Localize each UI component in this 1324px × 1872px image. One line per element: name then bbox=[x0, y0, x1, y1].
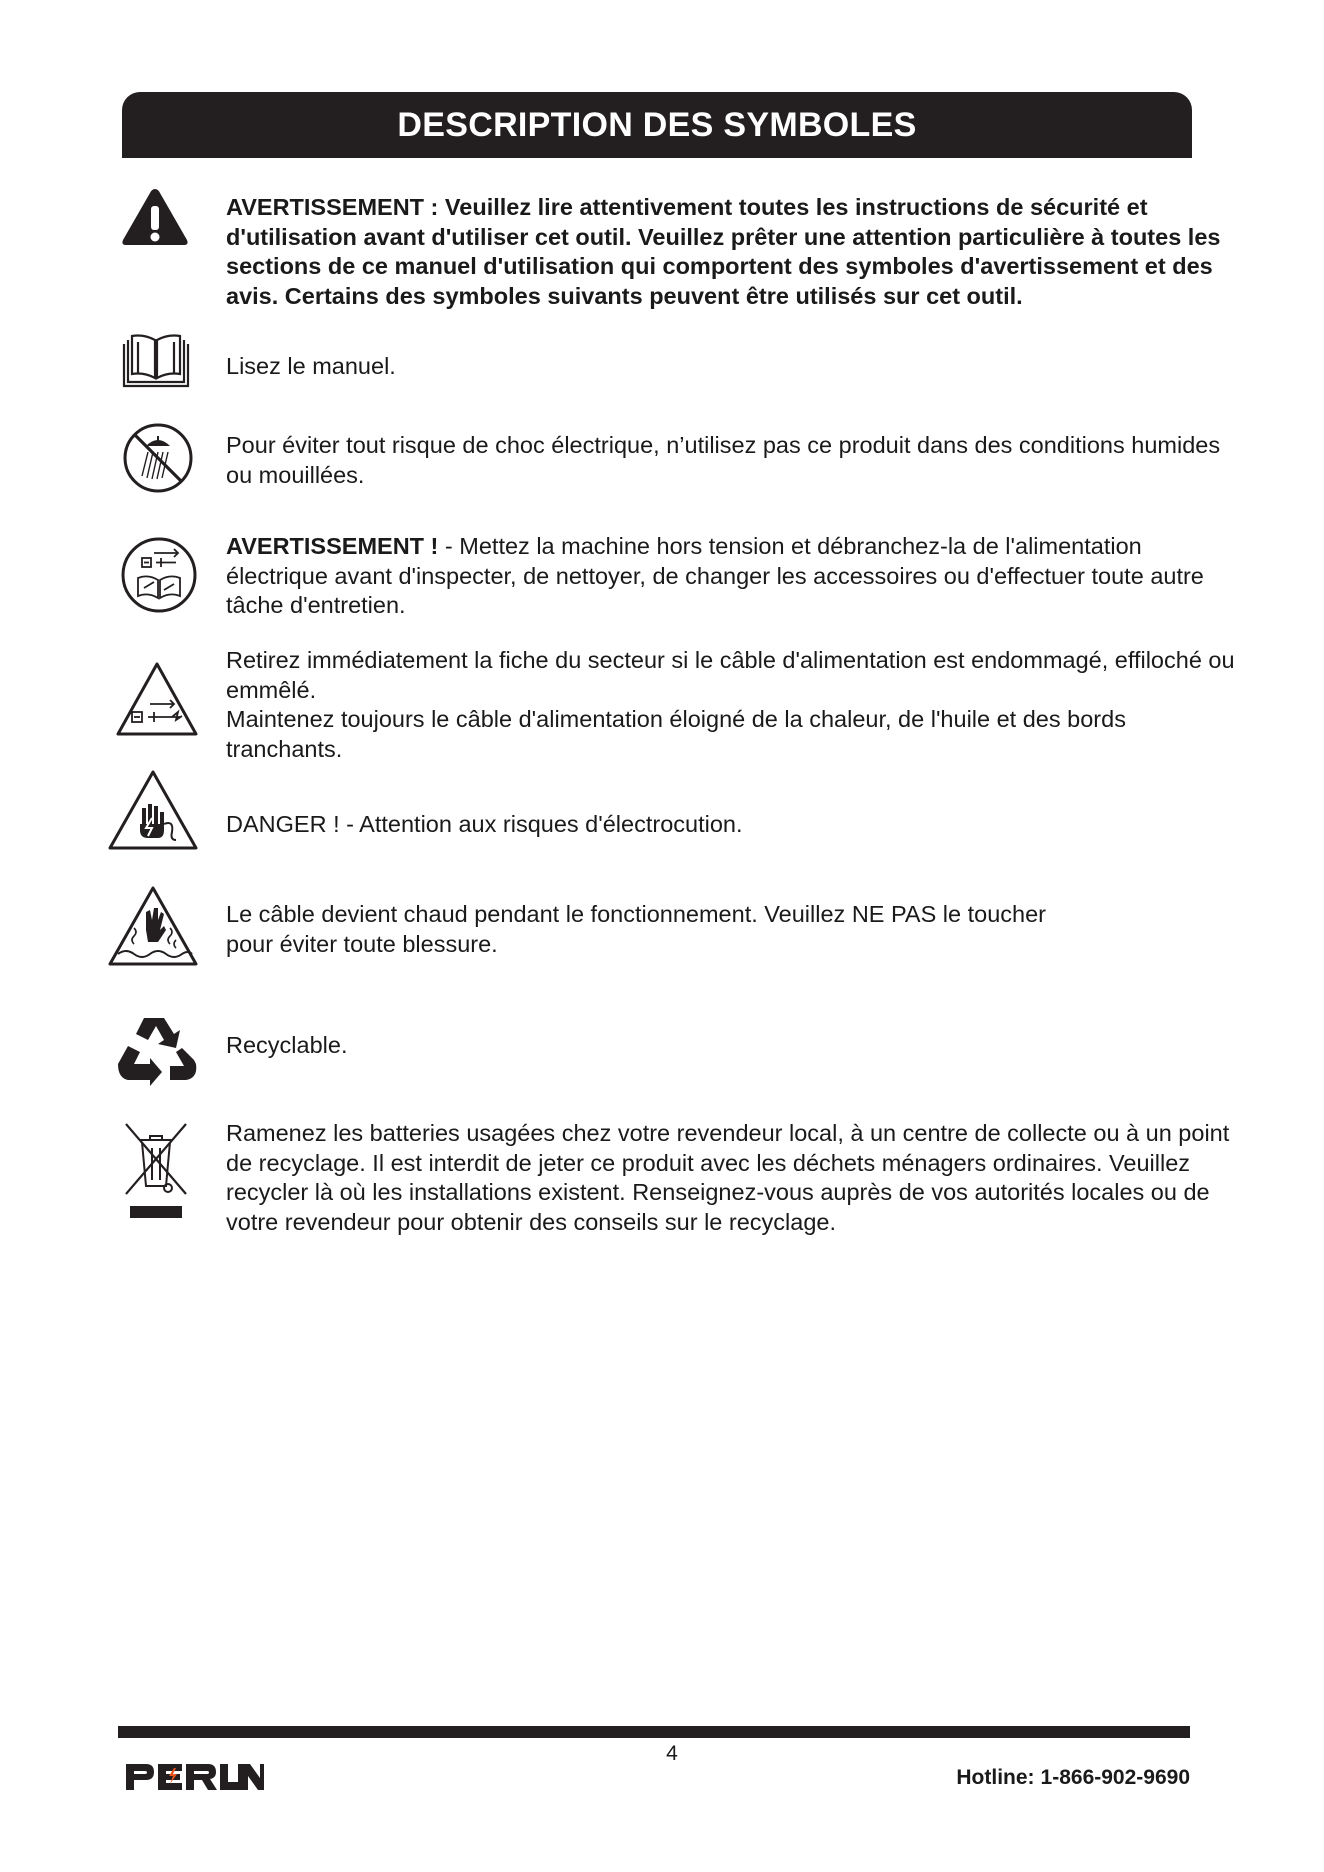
section-header bbox=[122, 92, 1192, 158]
symbol-description: Recyclable. bbox=[226, 1032, 348, 1058]
warning-triangle-icon bbox=[120, 186, 190, 248]
recycle-icon bbox=[114, 1012, 200, 1090]
cable-instruction-2: Maintenez toujours le câble d'alimentation éloigné de la chaleur, de l'huile et des bords tranchants. bbox=[226, 706, 1126, 762]
hot-cable-line-1: Le câble devient chaud pendant le fonctionnement. Veuillez NE PAS le toucher bbox=[226, 901, 1046, 927]
electrocution-hazard-icon bbox=[106, 768, 200, 852]
hot-cable-line-2: pour éviter toute blessure. bbox=[226, 930, 498, 957]
page-number: 4 bbox=[666, 1742, 678, 1765]
disconnect-before-maintenance-icon bbox=[120, 536, 198, 614]
hotline-label: Hotline: bbox=[956, 1766, 1035, 1789]
symbol-description: DANGER ! - Attention aux risques d'électrocution. bbox=[226, 811, 743, 837]
symbol-description: Pour éviter tout risque de choc électrique, n’utilisez pas ce produit dans des conditions humides ou mouillées. bbox=[226, 432, 1221, 488]
footer-rule bbox=[118, 1726, 1190, 1738]
hot-surface-icon bbox=[106, 884, 200, 968]
symbol-description bbox=[226, 532, 1236, 621]
brand-logo bbox=[124, 1762, 264, 1797]
symbol-description: AVERTISSEMENT : Veuillez lire attentivement toutes les instructions de sécurité et d'utilisation avant d'utiliser cet outil. Veuillez prêter une attention particulière à toutes les sections de ce manuel d'utilisation qui comportent des symboles d'avertissement et des avis. Certains des symboles suivants peuvent être utilisés sur cet outil. bbox=[226, 194, 1221, 309]
symbol-description: Lisez le manuel. bbox=[226, 353, 396, 379]
page-title: DESCRIPTION DES SYMBOLES bbox=[397, 105, 917, 144]
hotline-number[interactable]: 1-866-902-9690 bbox=[1040, 1766, 1190, 1789]
hotline bbox=[956, 1766, 1190, 1790]
warning-body: - Mettez la machine hors tension et débranchez-la de l'alimentation électrique avant d'inspecter, de nettoyer, de changer les accessoires ou d'effectuer toute autre tâche d'entretien. bbox=[226, 533, 1204, 618]
symbol-description bbox=[226, 900, 1236, 959]
weee-crossed-bin-icon bbox=[124, 1120, 188, 1222]
symbol-description: Ramenez les batteries usagées chez votre revendeur local, à un centre de collecte ou à un point de recyclage. Il est interdit de jeter ce produit avec les déchets ménagers ordinaires. Veuillez recycler là où les installations existent. Renseignez-vous auprès de vos autorités locales ou de votre revendeur pour obtenir des conseils sur le recyclage. bbox=[226, 1120, 1230, 1235]
cable-instruction-1: Retirez immédiatement la fiche du secteur si le câble d'alimentation est endommagé, effiloché ou emmêlé. bbox=[226, 647, 1235, 703]
symbol-description bbox=[226, 646, 1236, 764]
unplug-damaged-cable-icon bbox=[114, 660, 200, 740]
read-manual-icon bbox=[122, 332, 190, 388]
no-wet-conditions-icon bbox=[122, 422, 194, 494]
warning-lead: AVERTISSEMENT ! bbox=[226, 533, 439, 559]
